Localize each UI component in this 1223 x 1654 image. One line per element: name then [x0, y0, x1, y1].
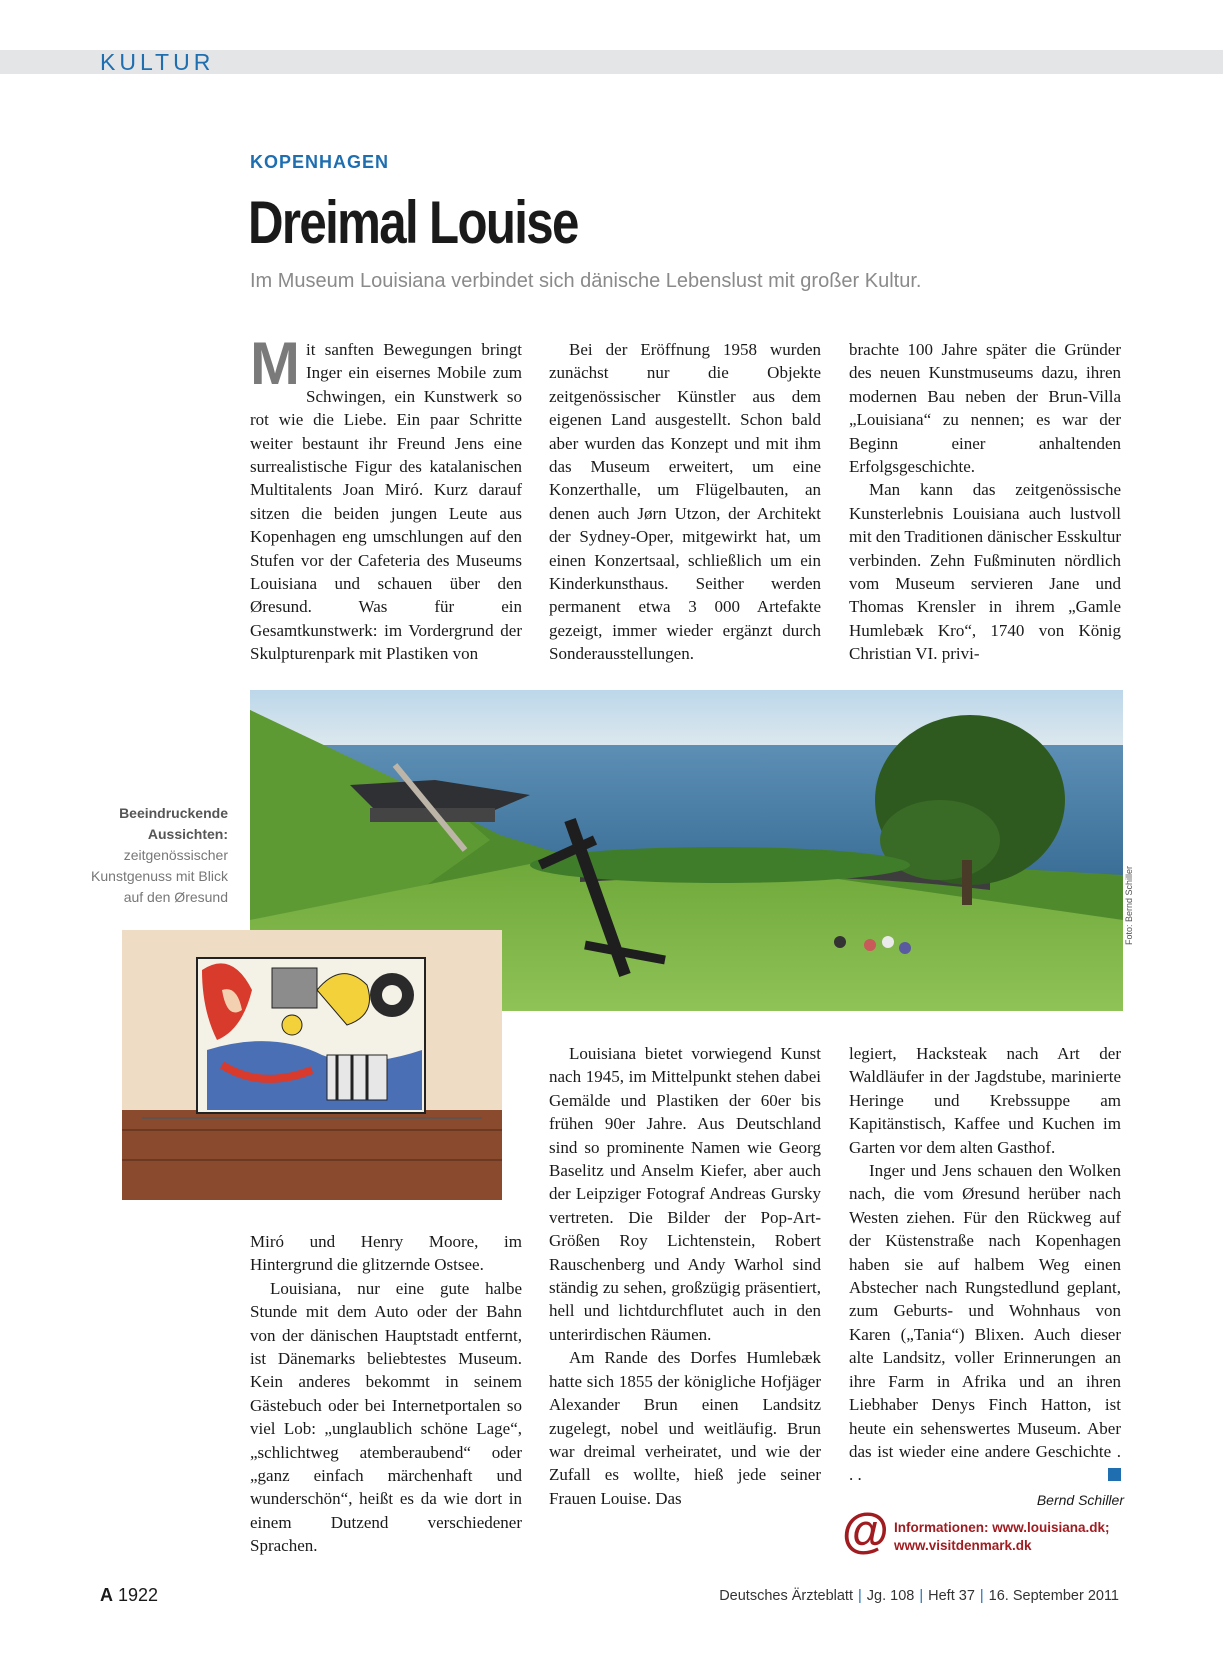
photo-painting: [122, 930, 502, 1200]
article-subtitle: Im Museum Louisiana verbindet sich dänische Lebenslust mit großer Kultur.: [250, 270, 922, 292]
paragraph: [849, 1159, 1121, 1487]
photo-credit: Foto: Bernd Schiller: [1124, 865, 1134, 945]
end-mark-icon: [1108, 1468, 1121, 1481]
column-1-top: [250, 330, 522, 666]
page-number-value: 1922: [118, 1585, 159, 1605]
column-2-top: [549, 338, 821, 666]
article-title: Dreimal Louise: [248, 189, 578, 256]
photo-caption: [90, 803, 228, 908]
info-links: [894, 1519, 1110, 1555]
paragraph: brachte 100 Jahre später die Gründer des neuen Kunstmuseums dazu, ihren modernen Bau neben der Brun-Villa „Louisiana“ zu nennen; es war der Beginn einer anhaltenden Erfolgsgeschichte.: [849, 340, 1121, 477]
date: 16. September 2011: [988, 1588, 1119, 1604]
paragraph: it sanften Bewegungen bringt Inger ein eisernes Mobile zum Schwingen, ein Kunstwerk so rot wie die Liebe. Ein paar Schritte weiter bestaunt ihr Freund Jens eine surrealistische Figur des katalanischen Multitalents Joan Miró. Kurz darauf sitzen die beiden jungen Leute aus Kopenhagen eng umschlungen auf den Stufen vor der Cafeteria des Museums Louisiana und schauen über den Øresund. Was für ein Gesamtkunstwerk: im Vordergrund der Skulpturenpark mit Plastiken von: [250, 340, 522, 664]
column-3-bottom: [849, 1042, 1121, 1487]
section-label: KULTUR: [100, 49, 215, 75]
issue: Heft 37: [928, 1588, 975, 1604]
info-line-1[interactable]: Informationen: www.louisiana.dk;: [894, 1520, 1110, 1535]
author-name: Bernd Schiller: [1036, 1492, 1124, 1508]
paragraph: Miró und Henry Moore, im Hintergrund die glitzernde Ostsee.: [250, 1232, 522, 1275]
page-number: [100, 1585, 158, 1606]
paragraph-text: Inger und Jens schauen den Wolken nach, die vom Øresund herüber nach Westen ziehen. Für den Rückweg auf der Küstenstraße nach Kopenhagen haben sie auf halbem Weg einen Abstecher nach Rungstedlund geplant, zum Geburts- und Wohnhaus von Karen („Tania“) Blixen. Auch dieser alte Landsitz, voller Erinnerungen an ihre Farm in Afrika und an ihren Liebhaber Denys Finch Hatton, ist heute ein sehenswertes Museum. Aber das ist wieder eine andere Geschichte . . .: [849, 1161, 1121, 1485]
info-line-2[interactable]: www.visitdenmark.dk: [894, 1538, 1032, 1553]
volume: Jg. 108: [866, 1588, 915, 1604]
caption-text: zeitgenössischer Kunstgenuss mit Blick auf den Øresund: [91, 847, 228, 905]
article-kicker: KOPENHAGEN: [250, 152, 390, 172]
caption-lead: Beeindruckende Aussichten:: [119, 805, 228, 842]
at-sign-icon: @: [842, 1505, 889, 1558]
paragraph: legiert, Hacksteak nach Art der Waldläufer in der Jagdstube, marinierte Heringe und Krebssuppe am Kapitänstisch, Kaffee und Kuchen im Garten vor dem alten Gasthof.: [849, 1044, 1121, 1157]
column-2-bottom: [549, 1042, 821, 1510]
paragraph: Louisiana, nur eine gute halbe Stunde mit dem Auto oder der Bahn von der dänischen Hauptstadt entfernt, ist Dänemarks beliebtestes Museum. Kein anderes bekommt in seinem Gästebuch oder bei Internetportalen so viel Lob: „unglaublich schöne Lage“, „schlichtweg atemberaubend“ oder „ganz einfach märchenhaft und wunderschön“, heißt es da wie dort in einem Dutzend verschiedener Sprachen.: [250, 1278, 522, 1556]
paragraph: Man kann das zeitgenössische Kunsterlebnis Louisiana auch lustvoll mit den Traditionen dänischer Esskultur verbinden. Zehn Fußminuten nördlich vom Museum servieren Jane und Thomas Krensler in ihrem „Gamle Humlebæk Kro“, 1740 von König Christian VI. privi-: [849, 480, 1121, 664]
dropcap: M: [250, 330, 300, 397]
separator: |: [858, 1588, 862, 1604]
column-3-top: [849, 338, 1121, 666]
journal-name: Deutsches Ärzteblatt: [719, 1588, 853, 1604]
column-1-bottom: [250, 1230, 522, 1558]
paragraph: Bei der Eröffnung 1958 wurden zunächst nur die Objekte zeitgenössischer Künstler aus dem eigenen Land ausgestellt. Schon bald aber wurden das Konzept und mit ihm das Museum erweitert, um eine Konzerthalle, um Flügelbauten, an denen auch Jørn Utzon, der Architekt der Sydney-Oper, mitgewirkt hat, um einen Konzertsaal, schließlich um ein Kinderkunsthaus. Seither werden permanent etwa 3 000 Artefakte gezeigt, immer wieder ergänzt durch Sonderausstellungen.: [549, 340, 821, 664]
separator: |: [919, 1588, 924, 1604]
paragraph: Louisiana bietet vorwiegend Kunst nach 1945, im Mittelpunkt stehen dabei Gemälde und Plastiken der 60er bis frühen 90er Jahre. Aus Deutschland sind so prominente Namen wie Georg Baselitz und Anselm Kiefer, aber auch der Leipziger Fotograf Andreas Gursky vertreten. Die Bilder der Pop-Art-Größen Roy Lichtenstein, Robert Rauschenberg und Andy Warhol sind ständig zu sehen, großzügig präsentiert, hell und lichtdurchflutet auch in den unterirdischen Räumen.: [549, 1044, 821, 1344]
separator: |: [979, 1588, 984, 1604]
footer-citation: [719, 1588, 1119, 1604]
paragraph: Am Rande des Dorfes Humlebæk hatte sich 1855 der königliche Hofjäger Alexander Brun einen Landsitz zugelegt, nobel und weitläufig. Brun war dreimal verheiratet, und wie der Zufall es wollte, hieß jede seiner Frauen Louise. Das: [549, 1348, 821, 1508]
page-prefix: A: [100, 1585, 113, 1605]
